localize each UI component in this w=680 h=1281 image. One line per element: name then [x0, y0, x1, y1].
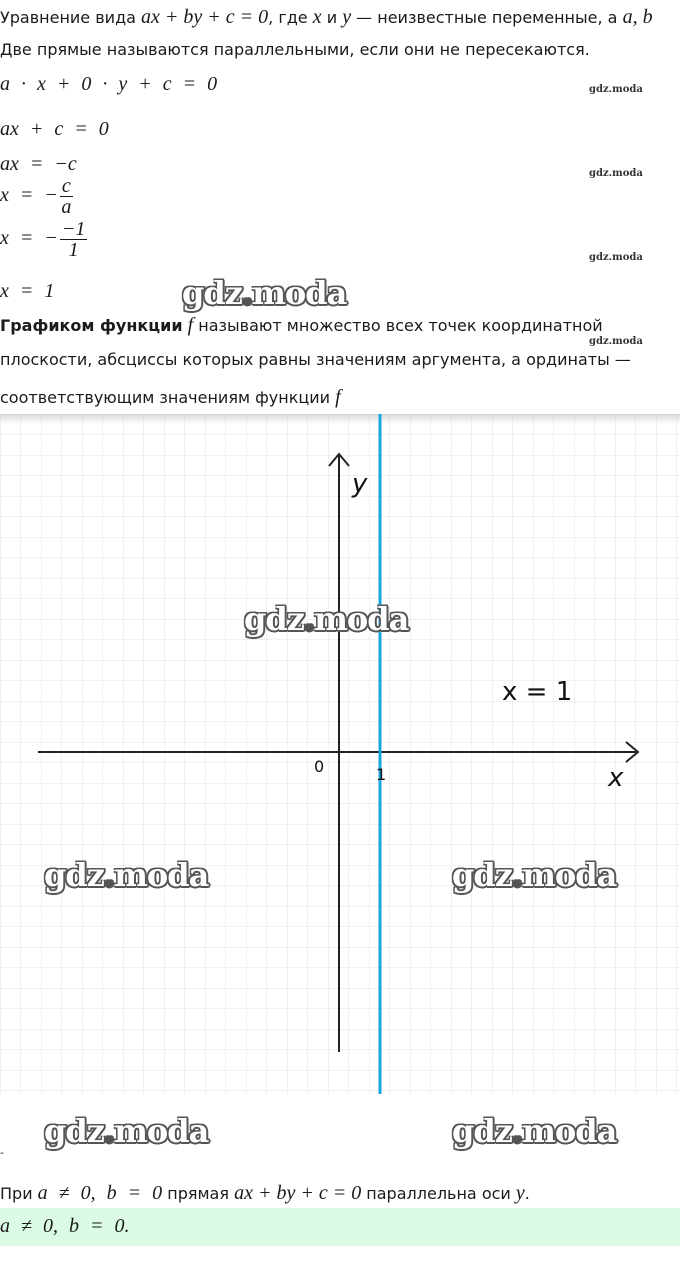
- watermark-small: gdz.moda: [589, 252, 643, 263]
- fraction-c-over-a: [60, 176, 73, 217]
- definition-text: называют множество всех точек координатной: [193, 316, 603, 335]
- step-5-lhs: x = −: [0, 227, 58, 250]
- step-3: ax = −c: [0, 153, 77, 175]
- general-equation: ax + by + c = 0: [141, 6, 269, 28]
- var-f: f: [187, 314, 194, 336]
- conclusion-line: [0, 1182, 530, 1205]
- x-axis-label: x: [608, 763, 624, 793]
- definition-text: соответствующим значениям функции: [0, 388, 336, 407]
- step-2: ax + c = 0: [0, 118, 109, 140]
- intro-mid: , где: [268, 8, 313, 27]
- wm-dot: .: [511, 1112, 523, 1150]
- step-4: [0, 176, 73, 217]
- var-y: y: [342, 6, 352, 28]
- wm-part: gdz: [44, 856, 104, 894]
- watermark-small: gdz.moda: [589, 168, 643, 179]
- denominator: 1: [68, 239, 79, 261]
- numerator: c: [61, 175, 71, 197]
- step-6: x = 1: [0, 280, 55, 302]
- wm-dot: .: [103, 1112, 115, 1150]
- wm-part: gdz: [452, 856, 512, 894]
- function-definition-line-1: [0, 314, 603, 337]
- coefficients: a, b: [622, 6, 653, 28]
- watermark-big: [244, 600, 408, 638]
- intro-line-1: [0, 6, 653, 29]
- denominator: a: [61, 196, 72, 218]
- function-definition-line-3: [0, 386, 341, 409]
- wm-dot: .: [103, 856, 115, 894]
- wm-part: gdz: [44, 1112, 104, 1150]
- intro-and: и: [321, 8, 343, 27]
- step-1: a · x + 0 · y + c = 0: [0, 73, 218, 95]
- watermark-big: [452, 1112, 616, 1150]
- conclusion-text: параллельна оси: [361, 1184, 516, 1203]
- axis-y: y: [515, 1182, 525, 1204]
- intro-rest: — неизвестные переменные, а: [351, 8, 623, 27]
- period: .: [524, 1184, 530, 1203]
- answer-formula: a ≠ 0, b = 0.: [0, 1215, 130, 1237]
- conclusion-text: прямая: [162, 1184, 235, 1203]
- definition-term: Графиком функции: [0, 316, 183, 335]
- wm-part: moda: [522, 856, 617, 894]
- step-4-lhs: x = −: [0, 184, 58, 207]
- watermark-big: [44, 856, 208, 894]
- wm-dot: .: [303, 600, 315, 638]
- conclusion-text: При: [0, 1184, 38, 1203]
- condition-formula: a ≠ 0, b = 0: [37, 1182, 163, 1204]
- wm-dot: .: [511, 856, 523, 894]
- watermark-big: [452, 856, 616, 894]
- general-equation: ax + by + c = 0: [234, 1182, 362, 1204]
- answer-highlight: [0, 1208, 680, 1246]
- watermark-big: [182, 274, 346, 312]
- wm-part: gdz: [452, 1112, 512, 1150]
- wm-part: gdz: [244, 600, 304, 638]
- intro-text: Уравнение вида: [0, 8, 142, 27]
- wm-part: moda: [114, 1112, 209, 1150]
- wm-part: gdz: [182, 274, 242, 312]
- watermark-small: gdz.moda: [589, 336, 643, 347]
- watermark-small: gdz.moda: [589, 84, 643, 95]
- numerator: −1: [61, 218, 86, 240]
- wm-dot: .: [241, 274, 253, 312]
- stray-dash: -: [0, 1146, 4, 1159]
- line-equation-label: x = 1: [502, 677, 573, 707]
- var-x: x: [312, 6, 322, 28]
- var-f: f: [335, 386, 341, 408]
- y-axis-label: y: [352, 469, 368, 499]
- coordinate-graph: [0, 414, 680, 1094]
- function-definition-line-2: плоскости, абсциссы которых равны значениям аргумента, а ординаты —: [0, 350, 631, 369]
- wm-part: moda: [252, 274, 347, 312]
- watermark-big: [44, 1112, 208, 1150]
- wm-part: moda: [114, 856, 209, 894]
- tick-label-1: 1: [376, 765, 387, 784]
- parallel-definition: Две прямые называются параллельными, если они не пересекаются.: [0, 40, 590, 59]
- origin-label: 0: [314, 757, 325, 776]
- step-5: [0, 219, 87, 260]
- wm-part: moda: [314, 600, 409, 638]
- fraction-minus1-over-1: [60, 219, 88, 260]
- wm-part: moda: [522, 1112, 617, 1150]
- top-shadow: [0, 414, 680, 424]
